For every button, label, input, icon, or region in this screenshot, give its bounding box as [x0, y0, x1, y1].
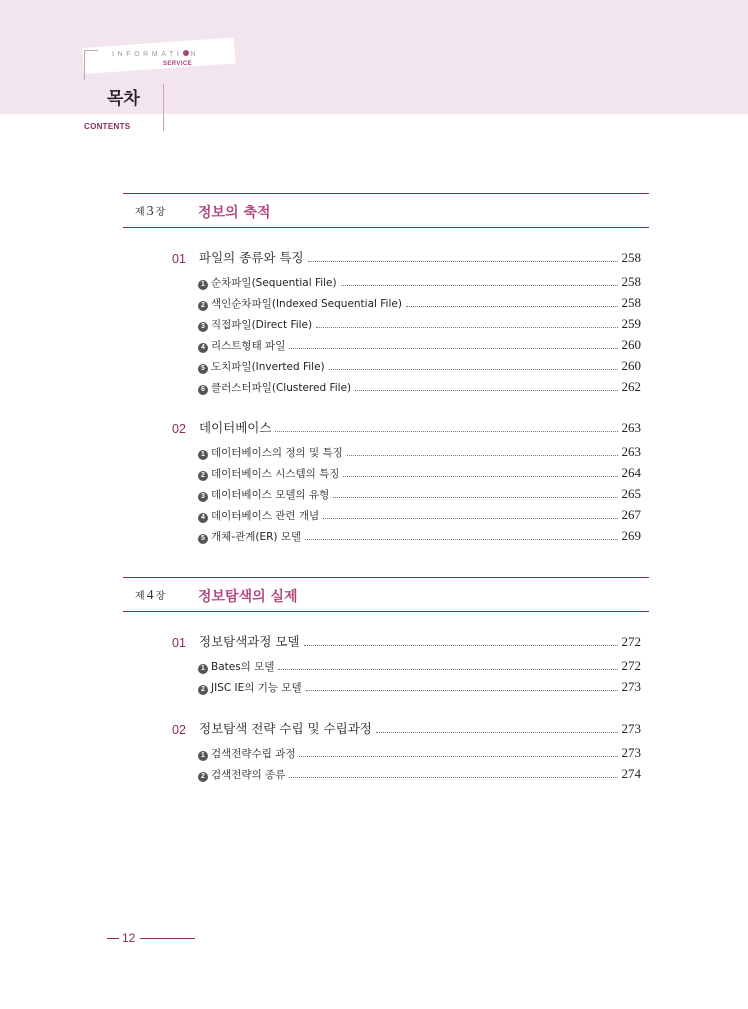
- circled-number-icon: 6: [198, 385, 208, 395]
- section-number: 01: [172, 636, 186, 650]
- item-title: 데이터베이스의 정의 및 특징: [211, 447, 343, 459]
- toc-item-entry[interactable]: [198, 444, 641, 460]
- item-title: 검색전략수립 과정: [211, 748, 296, 760]
- brand-service-text: SERVICE: [163, 61, 193, 67]
- circled-number-icon: 1: [198, 751, 208, 761]
- chapter-heading: [123, 577, 649, 612]
- page-number: 258: [621, 250, 641, 265]
- toc-section-entry[interactable]: [172, 418, 641, 436]
- dot-leader: [289, 348, 617, 349]
- item-title: 데이터베이스 모델의 유형: [211, 489, 330, 501]
- circled-number-icon: 3: [198, 492, 208, 502]
- item-title: 직접파일(Direct File): [211, 319, 313, 331]
- page-number: 260: [621, 358, 641, 373]
- circled-number-icon: 5: [198, 364, 208, 374]
- footer-page-number: 12: [122, 931, 136, 945]
- page-number: 274: [621, 766, 641, 781]
- dot-leader: [347, 455, 618, 456]
- item-title: 색인순차파일(Indexed Sequential File): [211, 298, 402, 310]
- toc-section-entry[interactable]: [172, 719, 641, 737]
- toc-item-entry[interactable]: [198, 316, 641, 332]
- toc-item-entry[interactable]: [198, 486, 641, 502]
- toc-item-entry[interactable]: [198, 507, 641, 523]
- circled-number-icon: 4: [198, 343, 208, 353]
- page-number: 264: [621, 465, 641, 480]
- page-number: 260: [621, 337, 641, 352]
- section-title: 정보탐색과정 모델: [199, 634, 300, 649]
- dot-leader: [329, 369, 618, 370]
- page-number: 273: [621, 721, 641, 736]
- circled-number-icon: 2: [198, 301, 208, 311]
- chapter-number: 제 3 장: [135, 204, 166, 219]
- dot-leader: [341, 285, 618, 286]
- page-number: 262: [621, 379, 641, 394]
- page-number: 258: [621, 274, 641, 289]
- chapter-title: 정보탐색의 실제: [198, 589, 298, 605]
- header-divider: [163, 84, 164, 131]
- dot-leader: [305, 539, 617, 540]
- contents-label: CONTENTS: [84, 122, 131, 131]
- dot-leader: [306, 690, 618, 691]
- toc-item-entry[interactable]: [198, 337, 641, 353]
- dot-leader: [406, 306, 618, 307]
- dot-leader: [376, 732, 618, 733]
- toc-item-entry[interactable]: [198, 528, 641, 544]
- item-title: 클러스터파일(Clustered File): [211, 382, 352, 394]
- item-title: JISC IE의 기능 모델: [211, 682, 302, 694]
- circled-number-icon: 1: [198, 664, 208, 674]
- dot-leader: [355, 390, 617, 391]
- chapter-heading: [123, 193, 649, 228]
- toc-item-entry[interactable]: [198, 358, 641, 374]
- page-number: 259: [621, 316, 641, 331]
- circled-number-icon: 2: [198, 471, 208, 481]
- toc-item-entry[interactable]: [198, 658, 641, 674]
- page-number: 263: [621, 444, 641, 459]
- toc-item-entry[interactable]: [198, 295, 641, 311]
- circled-number-icon: 3: [198, 322, 208, 332]
- page-number: 267: [621, 507, 641, 522]
- dot-leader: [278, 669, 617, 670]
- brand-logo-text: INFORMATI N: [112, 51, 200, 58]
- dot-leader: [308, 261, 618, 262]
- dot-leader: [323, 518, 617, 519]
- dot-leader: [316, 327, 617, 328]
- page-title: 목차: [107, 89, 140, 109]
- toc-item-entry[interactable]: [198, 379, 641, 395]
- circled-number-icon: 5: [198, 534, 208, 544]
- chapter-title: 정보의 축적: [198, 205, 271, 221]
- toc-item-entry[interactable]: [198, 679, 641, 695]
- brand-corner-line: [84, 50, 98, 80]
- brand-dot-icon: [183, 50, 189, 56]
- item-title: 개체-관계(ER) 모델: [211, 531, 302, 543]
- page-number: 272: [621, 658, 641, 673]
- circled-number-icon: 4: [198, 513, 208, 523]
- section-number: 01: [172, 252, 186, 266]
- section-number: 02: [172, 422, 186, 436]
- page-number: 272: [621, 634, 641, 649]
- page-number: 263: [621, 420, 641, 435]
- page-number: 269: [621, 528, 641, 543]
- dot-leader: [304, 645, 618, 646]
- circled-number-icon: 1: [198, 450, 208, 460]
- dot-leader: [343, 476, 617, 477]
- section-title: 정보탐색 전략 수립 및 수립과정: [199, 721, 372, 736]
- item-title: 데이터베이스 시스템의 특징: [211, 468, 340, 480]
- item-title: Bates의 모델: [211, 661, 275, 673]
- page-number: 273: [621, 745, 641, 760]
- item-title: 도치파일(Inverted File): [211, 361, 325, 373]
- page-number: 273: [621, 679, 641, 694]
- section-title: 데이터베이스: [199, 420, 272, 435]
- section-number: 02: [172, 723, 186, 737]
- toc-item-entry[interactable]: [198, 766, 641, 782]
- item-title: 검색전략의 종류: [211, 769, 286, 781]
- footer-rule-left: [107, 938, 119, 939]
- dot-leader: [289, 777, 617, 778]
- dot-leader: [333, 497, 617, 498]
- circled-number-icon: 1: [198, 280, 208, 290]
- page-number: 265: [621, 486, 641, 501]
- circled-number-icon: 2: [198, 772, 208, 782]
- toc-item-entry[interactable]: [198, 274, 641, 290]
- item-title: 데이터베이스 관련 개념: [211, 510, 320, 522]
- section-title: 파일의 종류와 특징: [199, 250, 304, 265]
- dot-leader: [299, 756, 617, 757]
- circled-number-icon: 2: [198, 685, 208, 695]
- toc-item-entry[interactable]: [198, 745, 641, 761]
- page-number: 258: [621, 295, 641, 310]
- footer-rule-right: [140, 938, 195, 939]
- dot-leader: [275, 431, 617, 432]
- item-title: 리스트형태 파일: [211, 340, 286, 352]
- chapter-number: 제 4 장: [135, 588, 166, 603]
- toc-item-entry[interactable]: [198, 465, 641, 481]
- toc-section-entry[interactable]: [172, 248, 641, 266]
- toc-section-entry[interactable]: [172, 632, 641, 650]
- item-title: 순차파일(Sequential File): [211, 277, 337, 289]
